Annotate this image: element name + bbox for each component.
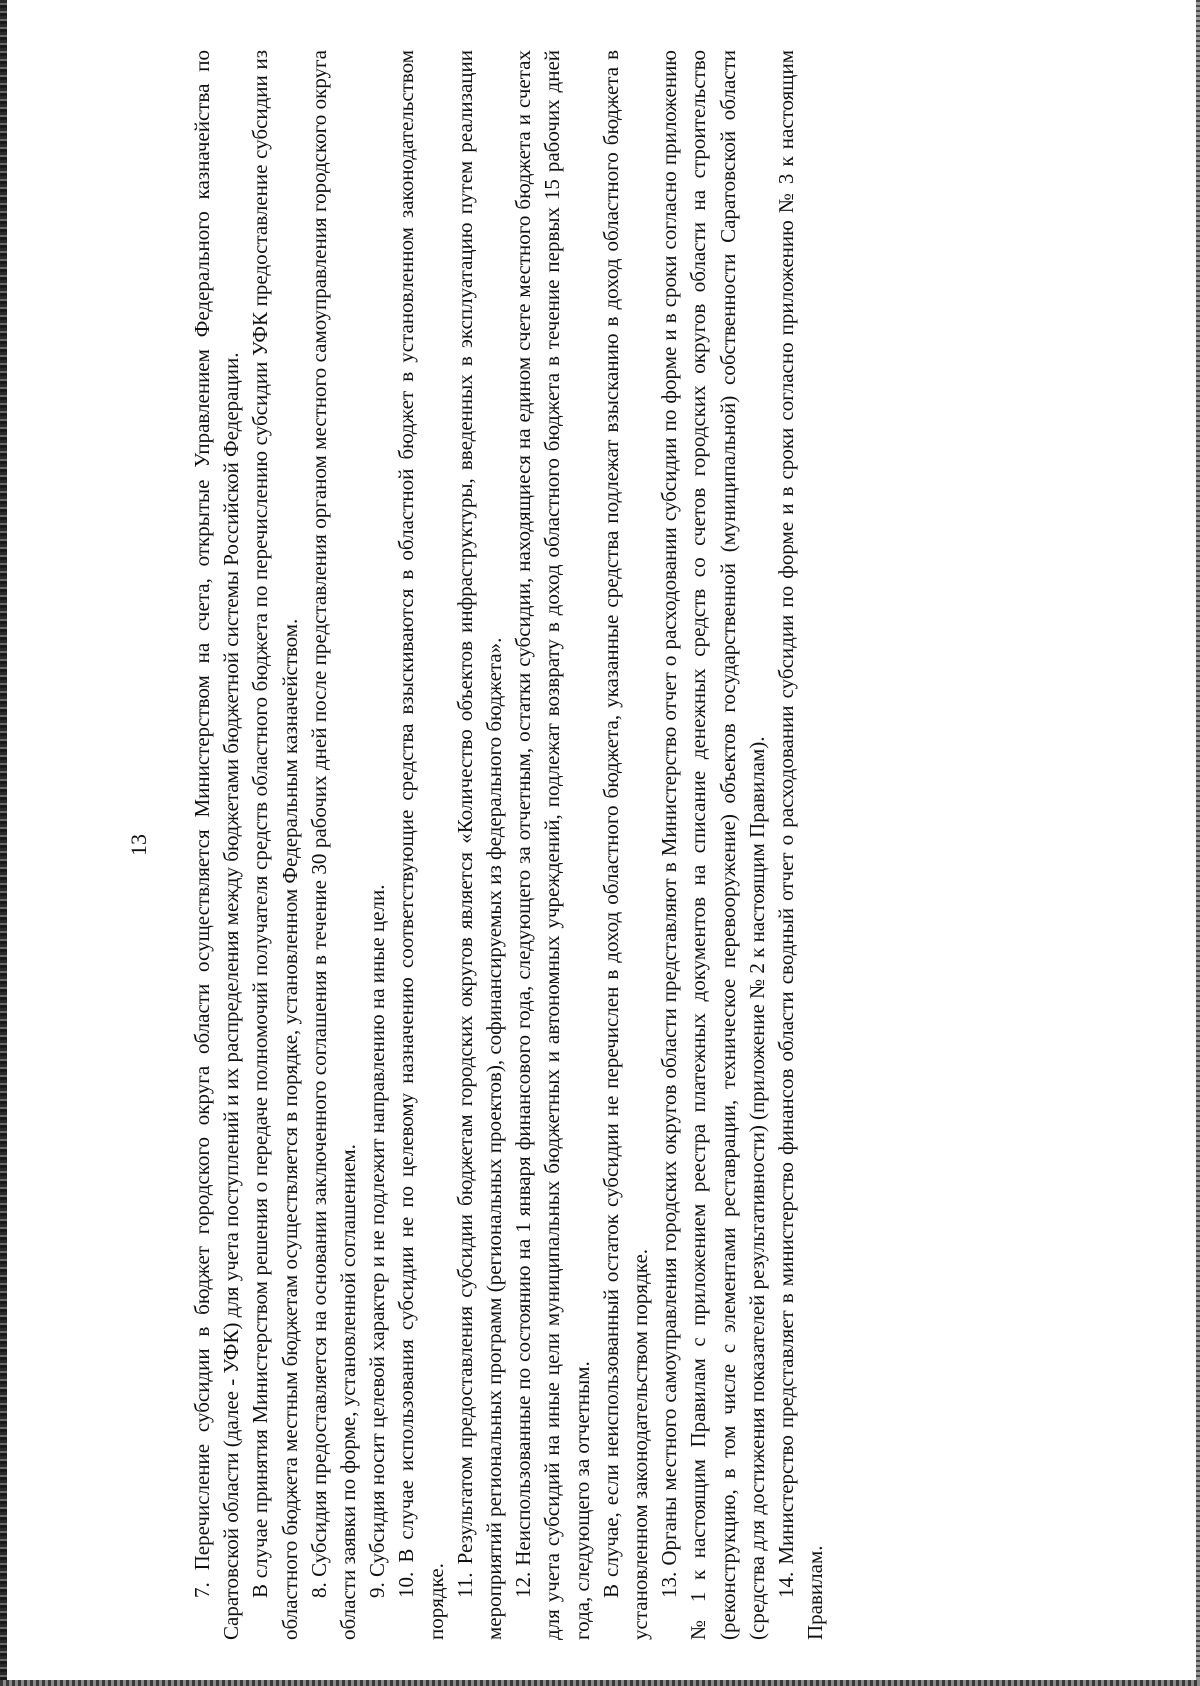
document-page [126,50,950,1640]
document-body [188,50,830,1640]
paragraph-12: 12. Неиспользованные по состоянию на 1 января финансового года, следующего за отчетным, остатки субсидии, находящиеся на едином счете местного бюджета и счетах для учета субсидий на иные цели муниципальных бюджетных и автономных учреждений, подлежат возврату в доход областного бюджета в течение первых 15 рабочих дней года, следующего за отчетным. [511,50,594,1640]
scan-edge-right [1196,0,1200,1686]
paragraph-12-continuation: В случае, если неиспользованный остаток субсидии не перечислен в доход областного бюджета, указанные средства подлежат взысканию в доход областного бюджета в установленном законодательством порядке. [598,50,653,1640]
paragraph-11: 11. Результатом предоставления субсидии бюджетам городских округов является «Количество объектов инфраструктуры, введенных в эксплуатацию путем реализации мероприятий региональных программ (региональных проектов), софинансируемых из федерального бюджета». [452,50,507,1640]
paragraph-9: 9. Субсидия носит целевой характер и не подлежит направлению на иные цели. [365,884,390,1598]
page-number: 13 [126,834,151,856]
scan-edge-bottom [0,1680,1200,1686]
paragraph-7-continuation: В случае принятия Министерством решения о передаче полномочий получателя средств областного бюджета по перечислению субсидии УФК предоставление субсидии из областного бюджета местным бюджетам осуществляется в порядке, установленном Федеральным казначейством. [248,50,302,1640]
paragraph-8: 8. Субсидия предоставляется на основании заключенного соглашения в течение 30 рабочих дней после представления органом местного самоуправления городского округа области заявки по форме, установленной соглашением. [306,50,361,1640]
paragraph-7: 7. Перечисление субсидии в бюджет городского округа области осуществляется Министерством на счета, открытые Управлением Федерального казначейства по Саратовской области (далее - УФК) для учета поступлений и их распределения между бюджетами бюджетной системы Российской Федерации. [190,50,244,1640]
paragraph-14: 14. Министерство представляет в министерство финансов области сводный отчет о расходовании субсидии по форме и в сроки согласно приложению № 3 к настоящим Правилам. [774,50,828,1640]
paragraph-13: 13. Органы местного самоуправления городских округов области представляют в Министерство отчет о расходовании субсидии по форме и в сроки согласно приложению № 1 к настоящим Правилам с приложением реестра платежных документов на списание денежных средств со счетов городских округов области на строительство (реконструкцию, в том числе с элементами реставрации, техническое перевооружение) объектов государственной (муниципальной) собственности Саратовской области (средства для достижения показателей результативности) (приложение № 2 к настоящим Правилам). [657,50,769,1640]
scan-edge-left [0,0,7,1686]
paragraph-10: 10. В случае использования субсидии не по целевому назначению соответствующие средства взыскиваются в областной бюджет в установленном законодательством порядке. [394,50,448,1640]
